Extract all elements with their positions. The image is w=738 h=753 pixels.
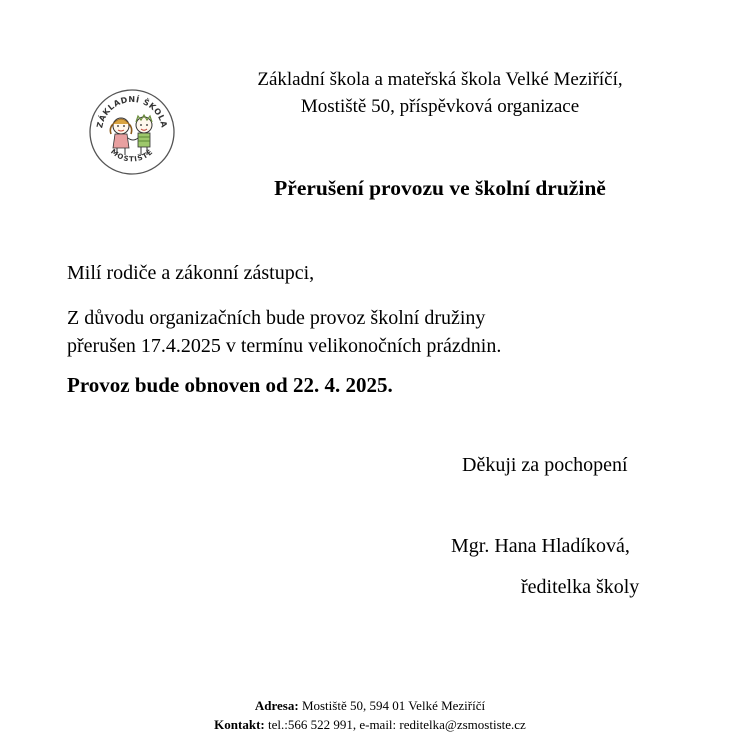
letter-body-line: Z důvodu organizačních bude provoz školní družiny: [67, 307, 486, 329]
logo-text-bottom: MOSTIŠTĚ: [109, 147, 155, 164]
letter-body: [67, 304, 687, 360]
school-logo: [88, 88, 176, 176]
school-logo-graphic: [88, 88, 176, 176]
footer-address: [100, 696, 640, 715]
signature-name: Mgr. Hana Hladíková,: [451, 535, 630, 557]
footer-address-label: Adresa:: [254, 698, 299, 713]
letter-thanks: Děkuji za pochopení: [462, 454, 628, 476]
letter-body-line: přerušen 17.4.2025 v termínu velikonočních prázdnin.: [67, 335, 502, 357]
logo-text-top: ZÁKLADNÍ ŠKOLA: [95, 94, 169, 129]
footer-contact-value: tel.:566 522 991, e-mail: reditelka@zsmostiste.cz: [264, 717, 526, 732]
notice-title: Přerušení provozu ve školní družině: [274, 176, 606, 200]
page-footer: [100, 696, 640, 734]
signature-role: ředitelka školy: [521, 576, 640, 598]
letter-greeting: Milí rodiče a zákonní zástupci,: [67, 262, 315, 284]
footer-contact-label: Kontakt:: [214, 717, 265, 732]
school-header: [200, 66, 680, 120]
footer-address-value: Mostiště 50, 594 01 Velké Meziříčí: [298, 698, 486, 713]
footer-contact: [100, 715, 640, 734]
school-name-line: Základní škola a mateřská škola Velké Meziříčí,: [257, 69, 623, 90]
school-address-line: Mostiště 50, příspěvková organizace: [300, 96, 580, 117]
resume-date-notice: Provoz bude obnoven od 22. 4. 2025.: [67, 373, 393, 397]
